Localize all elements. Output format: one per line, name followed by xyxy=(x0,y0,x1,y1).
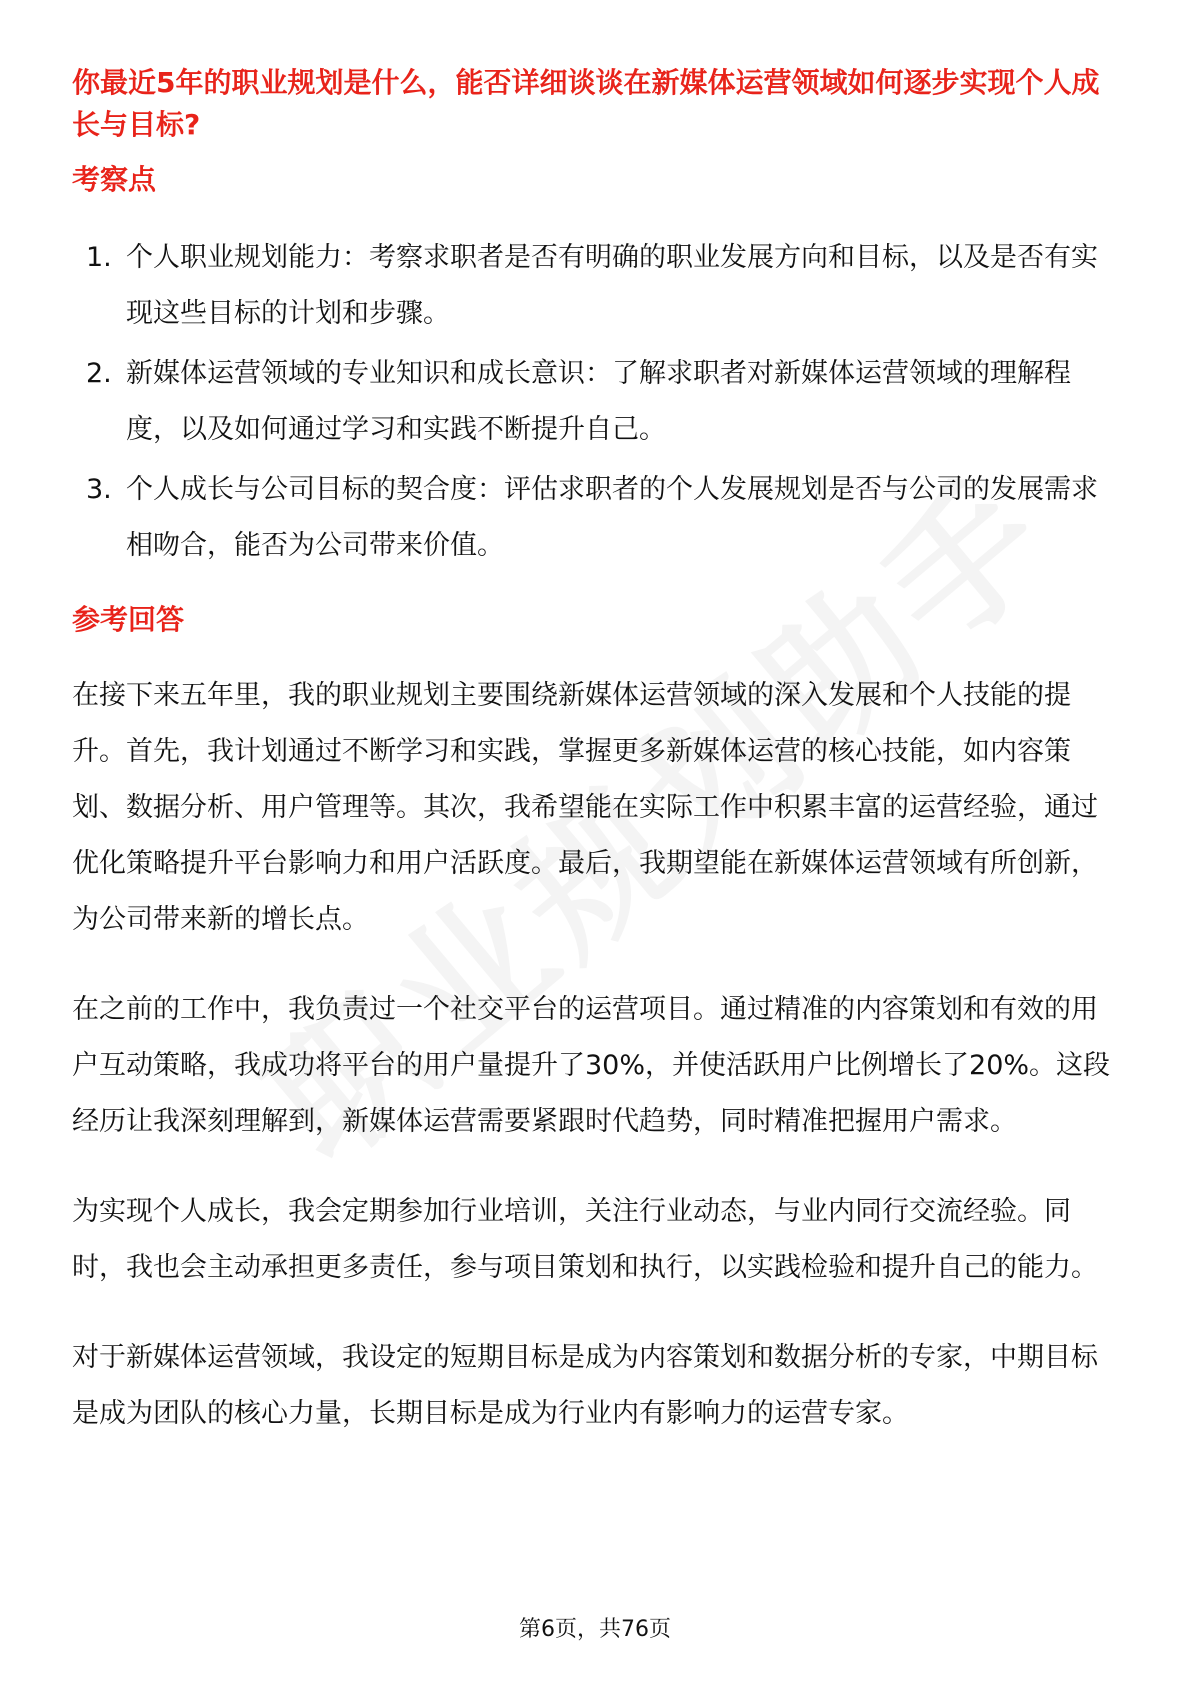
list-item-text: 个人成长与公司目标的契合度：评估求职者的个人发展规划是否与公司的发展需求相吻合，能否为公司带来价值。 xyxy=(126,474,1098,561)
list-item-number: 1. xyxy=(86,242,112,273)
answer-section-title: 参考回答 xyxy=(72,603,185,636)
list-item-text: 新媒体运营领域的专业知识和成长意识：了解求职者对新媒体运营领域的理解程度，以及如何通过学习和实践不断提升自己。 xyxy=(126,358,1071,445)
page-number-footer: 第6页，共76页 xyxy=(519,1617,671,1642)
answer-paragraph: 对于新媒体运营领域，我设定的短期目标是成为内容策划和数据分析的专家，中期目标是成为团队的核心力量，长期目标是成为行业内有影响力的运营专家。 xyxy=(72,1342,1098,1429)
list-item xyxy=(72,346,1120,458)
list-item xyxy=(72,462,1120,574)
list-item-number: 3. xyxy=(86,474,112,505)
answer-paragraph: 在接下来五年里，我的职业规划主要围绕新媒体运营领域的深入发展和个人技能的提升。首先，我计划通过不断学习和实践，掌握更多新媒体运营的核心技能，如内容策划、数据分析、用户管理等。其次，我希望能在实际工作中积累丰富的运营经验，通过优化策略提升平台影响力和用户活跃度。最后，我期望能在新媒体运营领域有所创新，为公司带来新的增长点。 xyxy=(72,680,1098,935)
list-item-text: 个人职业规划能力：考察求职者是否有明确的职业发展方向和目标，以及是否有实现这些目标的计划和步骤。 xyxy=(126,242,1098,329)
answer-paragraph: 在之前的工作中，我负责过一个社交平台的运营项目。通过精准的内容策划和有效的用户互动策略，我成功将平台的用户量提升了30%，并使活跃用户比例增长了20%。这段经历让我深刻理解到，新媒体运营需要紧跟时代趋势，同时精准把握用户需求。 xyxy=(72,994,1111,1137)
points-list xyxy=(72,230,1120,574)
page-content xyxy=(72,62,1120,1442)
list-item xyxy=(72,230,1120,342)
points-section-title: 考察点 xyxy=(72,163,157,196)
question-heading: 你最近5年的职业规划是什么，能否详细谈谈在新媒体运营领域如何逐步实现个人成长与目标? xyxy=(72,66,1100,141)
list-item-number: 2. xyxy=(86,358,112,389)
answer-paragraph: 为实现个人成长，我会定期参加行业培训，关注行业动态，与业内同行交流经验。同时，我也会主动承担更多责任，参与项目策划和执行，以实践检验和提升自己的能力。 xyxy=(72,1196,1098,1283)
